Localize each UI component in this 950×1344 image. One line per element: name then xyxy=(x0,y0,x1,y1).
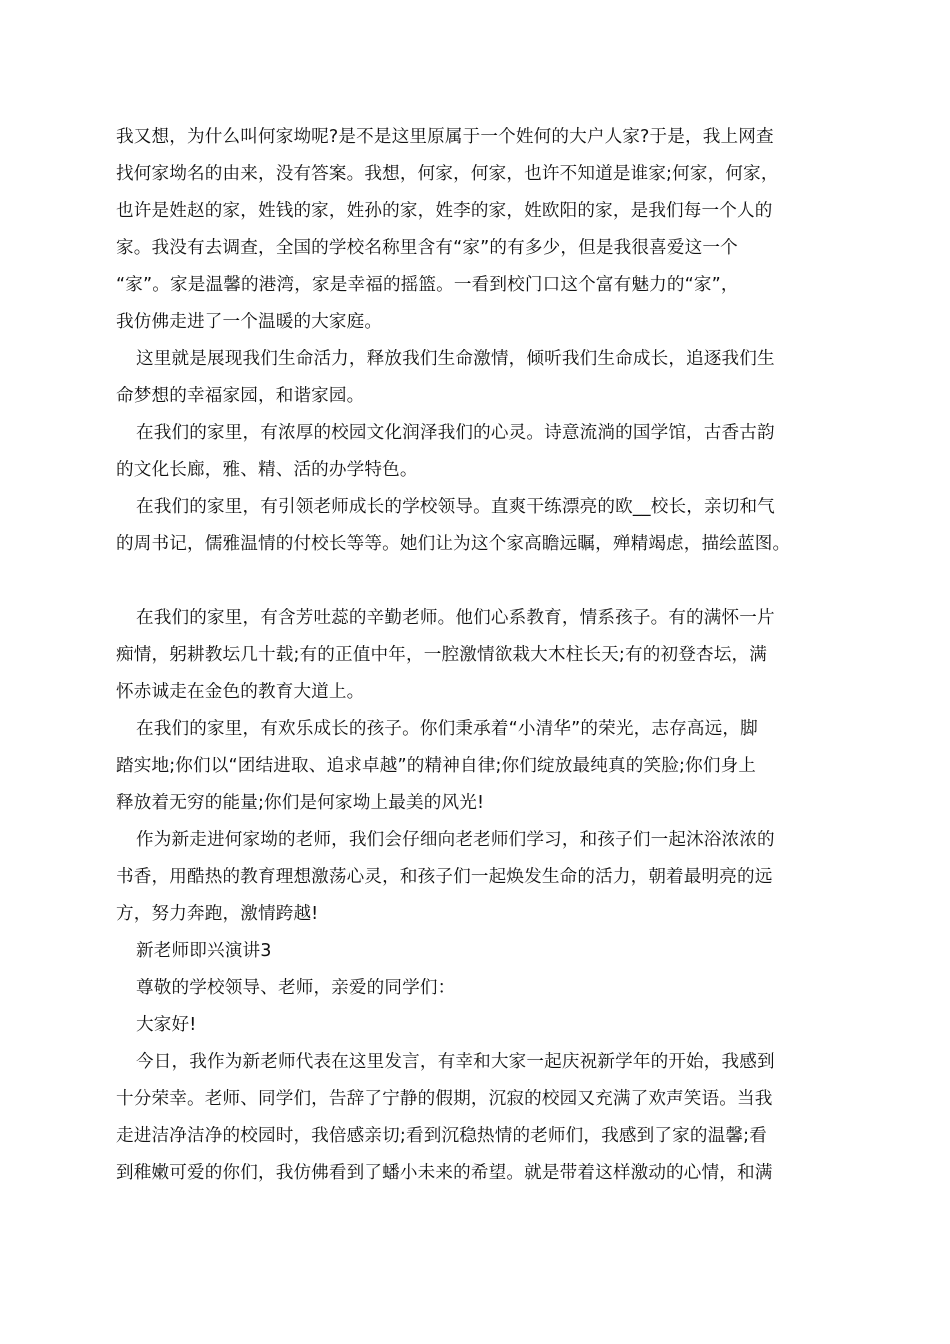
text-line: 大家好! xyxy=(136,1015,197,1035)
text-line: 家。我没有去调查，全国的学校名称里含有“家”的有多少，但是我很喜爱这一个 xyxy=(116,238,738,258)
text-line: 在我们的家里，有浓厚的校园文化润泽我们的心灵。诗意流淌的国学馆，古香古韵 xyxy=(136,423,775,443)
text-line: 走进洁净洁净的校园时，我倍感亲切;看到沉稳热情的老师们，我感到了家的温馨;看 xyxy=(116,1126,767,1146)
text-line: 找何家坳名的由来，没有答案。我想，何家，何家，也许不知道是谁家;何家，何家， xyxy=(116,164,779,184)
text-line: 在我们的家里，有欢乐成长的孩子。你们秉承着“小清华”的荣光，志存高远，脚 xyxy=(136,719,758,739)
text-line: 这里就是展现我们生命活力，释放我们生命激情，倾听我们生命成长，追逐我们生 xyxy=(136,349,775,369)
text-line: 命梦想的幸福家园，和谐家园。 xyxy=(116,386,365,406)
text-line: 也许是姓赵的家，姓钱的家，姓孙的家，姓李的家，姓欧阳的家，是我们每一个人的 xyxy=(116,201,773,221)
text-line: 书香，用酷热的教育理想激荡心灵，和孩子们一起焕发生命的活力，朝着最明亮的远 xyxy=(116,867,773,887)
text-line: 的文化长廊，雅、精、活的办学特色。 xyxy=(116,460,418,480)
text-line: “家”。家是温馨的港湾，家是幸福的摇篮。一看到校门口这个富有魅力的“家”， xyxy=(116,275,739,295)
text-line: 尊敬的学校领导、老师，亲爱的同学们： xyxy=(136,978,456,998)
text-line: 今日，我作为新老师代表在这里发言，有幸和大家一起庆祝新学年的开始，我感到 xyxy=(136,1052,775,1072)
text-line: 踏实地;你们以“团结进取、追求卓越”的精神自律;你们绽放最纯真的笑脸;你们身上 xyxy=(116,756,757,776)
text-line: 到稚嫩可爱的你们，我仿佛看到了蟠小未来的希望。就是带着这样激动的心情，和满 xyxy=(116,1163,773,1183)
text-line: 释放着无穷的能量;你们是何家坳上最美的风光! xyxy=(116,793,485,813)
text-line: 在我们的家里，有引领老师成长的学校领导。直爽干练漂亮的欧__校长，亲切和气 xyxy=(136,497,775,517)
blank-line xyxy=(116,563,846,600)
text-line: 我仿佛走进了一个温暖的大家庭。 xyxy=(116,312,383,332)
text-line: 我又想，为什么叫何家坳呢?是不是这里原属于一个姓何的大户人家?于是，我上网查 xyxy=(116,127,774,147)
text-line: 痴情，躬耕教坛几十载;有的正值中年，一腔激情欲栽大木柱长天;有的初登杏坛，满 xyxy=(116,645,767,665)
text-line: 怀赤诚走在金色的教育大道上。 xyxy=(116,682,365,702)
text-line: 的周书记，儒雅温情的付校长等等。她们让为这个家高瞻远瞩，殚精竭虑，描绘蓝图。 xyxy=(116,534,791,554)
document-body xyxy=(116,119,846,1192)
text-line: 方，努力奔跑，激情跨越! xyxy=(116,904,319,924)
text-line: 作为新走进何家坳的老师，我们会仔细向老老师们学习，和孩子们一起沐浴浓浓的 xyxy=(136,830,775,850)
text-line: 新老师即兴演讲3 xyxy=(136,941,272,961)
text-line: 在我们的家里，有含芳吐蕊的辛勤老师。他们心系教育，情系孩子。有的满怀一片 xyxy=(136,608,775,628)
text-line: 十分荣幸。老师、同学们，告辞了宁静的假期，沉寂的校园又充满了欢声笑语。当我 xyxy=(116,1089,773,1109)
